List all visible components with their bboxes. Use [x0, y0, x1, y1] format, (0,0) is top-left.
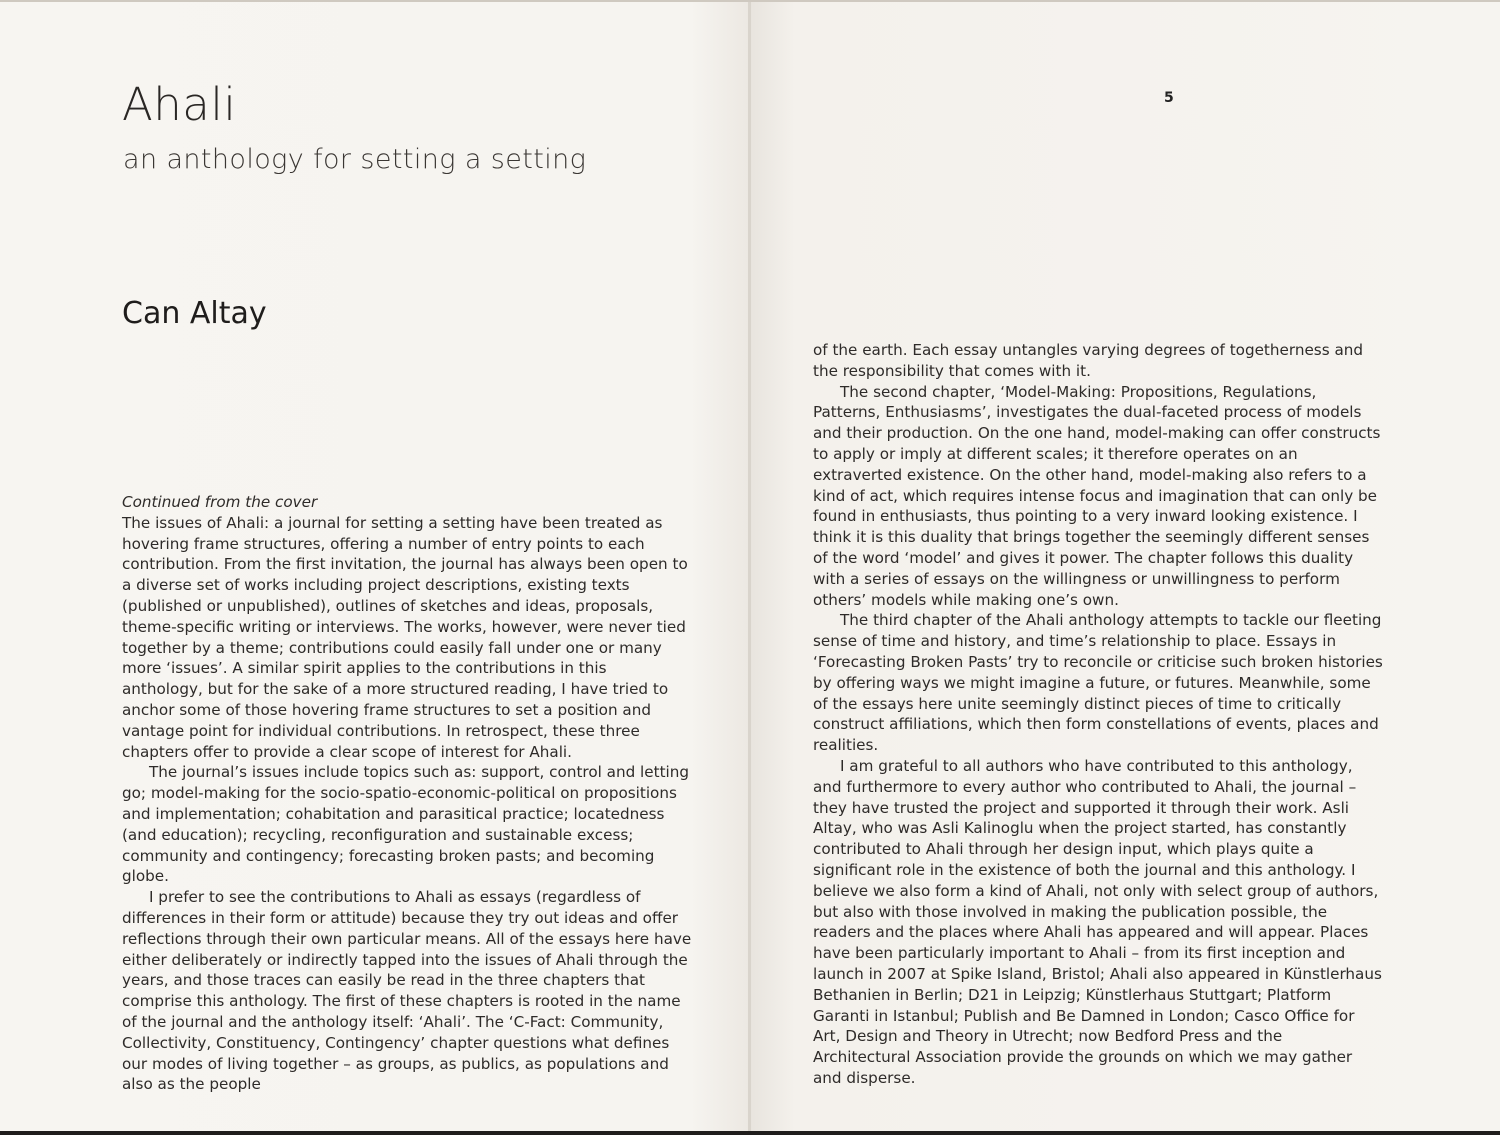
- paragraph: I am grateful to all authors who have contributed to this anthology, and furthermore to every author who contributed to Ahali, the journal – they have trusted the project and supported it through their work. Asli Altay, who was Asli Kalinoglu when the project started, has constantly contributed to Ahali through her design input, which plays quite a significant role in the existence of both the journal and this anthology. I believe we also form a kind of Ahali, not only with select group of authors, but also with those involved in making the publication possible, the readers and the places where Ahali has appeared and will appear. Places have been particularly important to Ahali – from its first inception and launch in 2007 at Spike Island, Bristol; Ahali also appeared in Künstlerhaus Bethanien in Berlin; D21 in Leipzig; Künstlerhaus Stuttgart; Platform Garanti in Istanbul; Publish and Be Damned in London; Casco Office for Art, Design and Theory in Utrecht; now Bedford Press and the Architectural Association provide the grounds on which we may gather and disperse.: [813, 756, 1382, 1087]
- bottom-edge: [0, 1131, 1500, 1135]
- right-text-column: [813, 340, 1383, 1089]
- kicker-text: Continued from the cover: [122, 493, 318, 511]
- page-number: 5: [1164, 90, 1174, 106]
- book-subtitle: an anthology for setting a setting: [123, 144, 587, 175]
- paragraph: The third chapter of the Ahali anthology attempts to tackle our fleeting sense of time and history, and time’s relationship to place. Essays in ‘Forecasting Broken Pasts’ try to reconcile or criticise such broken histories by offering ways we might imagine a future, or futures. Meanwhile, some of the essays here unite seemingly distinct pieces of time to critically construct affiliations, which then form constellations of events, places and realities.: [813, 611, 1383, 755]
- top-edge: [0, 0, 1500, 2]
- paragraph: of the earth. Each essay untangles varying degrees of togetherness and the responsibility that comes with it.: [813, 341, 1364, 380]
- left-text-column: [122, 492, 692, 1095]
- paragraph: The second chapter, ‘Model-Making: Propositions, Regulations, Patterns, Enthusiasms’, investigates the dual-faceted process of models and their production. On the one hand, model-making can offer constructs to apply or imply at different scales; it therefore operates on an extraverted existence. On the other hand, model-making also refers to a kind of act, which requires intense focus and imagination that can only be found in enthusiasts, thus pointing to a very inward looking existence. I think it is this duality that brings together the seemingly different senses of the word ‘model’ and gives it power. The chapter follows this duality with a series of essays on the willingness or unwillingness to perform others’ models while making one’s own.: [813, 382, 1381, 609]
- paragraph: I prefer to see the contributions to Ahali as essays (regardless of differences in their form or attitude) because they try out ideas and offer reflections through their own particular means. All of the essays here have either deliberately or indirectly tapped into the issues of Ahali through the years, and those traces can easily be read in the three chapters that comprise this anthology. The first of these chapters is rooted in the name of the journal and the anthology itself: ‘Ahali’. The ‘C-Fact: Community, Collectivity, Constituency, Contingency’ chapter questions what defines our modes of living together – as groups, as publics, as populations and also as the people: [122, 888, 692, 1094]
- paragraph: The issues of Ahali: a journal for setting a setting have been treated as hovering frame structures, offering a number of entry points to each contribution. From the first invitation, the journal has always been open to a diverse set of works including project descriptions, existing texts (published or unpublished), outlines of sketches and ideas, proposals, theme-specific writing or interviews. The works, however, were never tied together by a theme; contributions could easily fall under one or many more ‘issues’. A similar spirit applies to the contributions in this anthology, but for the sake of a more structured reading, I have tried to anchor some of those hovering frame structures to set a position and vantage point for individual contributions. In retrospect, these three chapters offer to provide a clear scope of interest for Ahali.: [122, 513, 688, 761]
- author-name: Can Altay: [122, 296, 267, 331]
- book-title: Ahali: [122, 78, 237, 131]
- paragraph: The journal’s issues include topics such as: support, control and letting go; model-making for the socio-spatio-economic-political on propositions and implementation; cohabitation and parasitical practice; locatedness (and education); recycling, reconfiguration and sustainable excess; community and contingency; forecasting broken pasts; and becoming globe.: [122, 763, 690, 886]
- book-gutter: [748, 0, 751, 1135]
